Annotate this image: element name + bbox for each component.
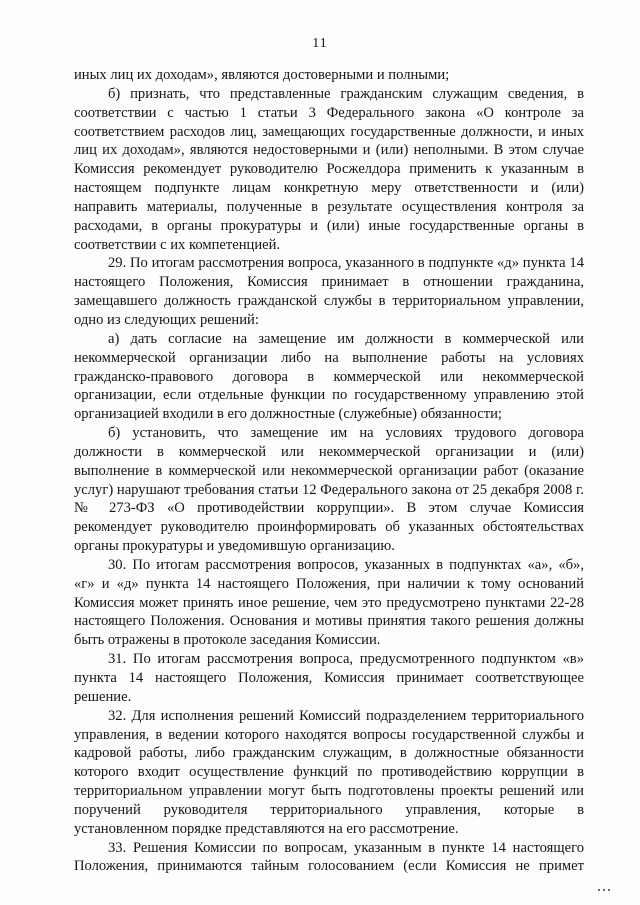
paragraph-29a: а) дать согласие на замещение им должности в коммерческой или некоммерческой организации либо на выполнение работы на условиях гражданско-правового договора в коммерческой или некоммерческой организации, если отдельные функции по государственному управлению этой организацией входили в его должностные (служебные) обязанности;	[74, 330, 584, 423]
scan-mark-dots-icon	[598, 881, 622, 891]
document-body	[74, 66, 584, 876]
paragraph-29b: б) установить, что замещение им на условиях трудового договора должности в коммерческой или некоммерческой организации и (или) выполнение в коммерческой или некоммерческой организации работ (оказание услуг) нарушают требования статьи 12 Федерального закона от 25 декабря 2008 г. № 273-ФЗ «О противодействии коррупции». В этом случае Комиссия рекомендует руководителю проинформировать об указанных обстоятельствах органы прокуратуры и уведомившую организацию.	[74, 425, 584, 555]
paragraph-32: 32. Для исполнения решений Комиссий подразделением территориального управления, в ведении которого находятся вопросы государственной службы и кадровой работы, либо гражданским служащим, в должностные обязанности которого входит осуществление функций по противодействию коррупции в территориальном управлении могут быть подготовлены проекты решений или поручений руководителя территориального управления, которые в установленном порядке представляются на его рассмотрение.	[74, 707, 584, 837]
paragraph-28b: б) признать, что представленные гражданским служащим сведения, в соответствии с частью 1 статьи 3 Федерального закона «О контроле за соответствием расходов лиц, замещающих государственные должности, и иных лиц их доходам», являются недостоверными и (или) неполными. В этом случае Комиссия рекомендует руководителю Росжелдора применить к указанным в настоящем подпункте лицам конкретную меру ответственности и (или) направить материалы, полученные в результате осуществления контроля за расходами, в органы прокуратуры и (или) иные государственные органы в соответствии с их компетенцией.	[74, 85, 584, 253]
paragraph-29: 29. По итогам рассмотрения вопроса, указанного в подпункте «д» пункта 14 настоящего Положения, Комиссия принимает в отношении гражданина, замещавшего должность гражданской службы в территориальном управлении, одно из следующих решений:	[74, 255, 584, 328]
page-number: 11	[312, 36, 328, 51]
paragraph-30: 30. По итогам рассмотрения вопросов, указанных в подпунктах «а», «б», «г» и «д» пункта 14 настоящего Положения, при наличии к тому оснований Комиссия может принять иное решение, чем это предусмотрено пунктами 22-28 настоящего Положения. Основания и мотивы принятия такого решения должны быть отражены в протоколе заседания Комиссии.	[74, 556, 584, 649]
paragraph-continuation: иных лиц их доходам», являются достоверными и полными;	[74, 67, 450, 83]
paragraph-33: 33. Решения Комиссии по вопросам, указанным в пункте 14 настоящего Положения, принимаются тайным голосованием (если Комиссия не примет	[74, 839, 584, 875]
paragraph-31: 31. По итогам рассмотрения вопроса, предусмотренного подпунктом «в» пункта 14 настоящего Положения, Комиссия принимает соответствующее решение.	[74, 651, 584, 705]
